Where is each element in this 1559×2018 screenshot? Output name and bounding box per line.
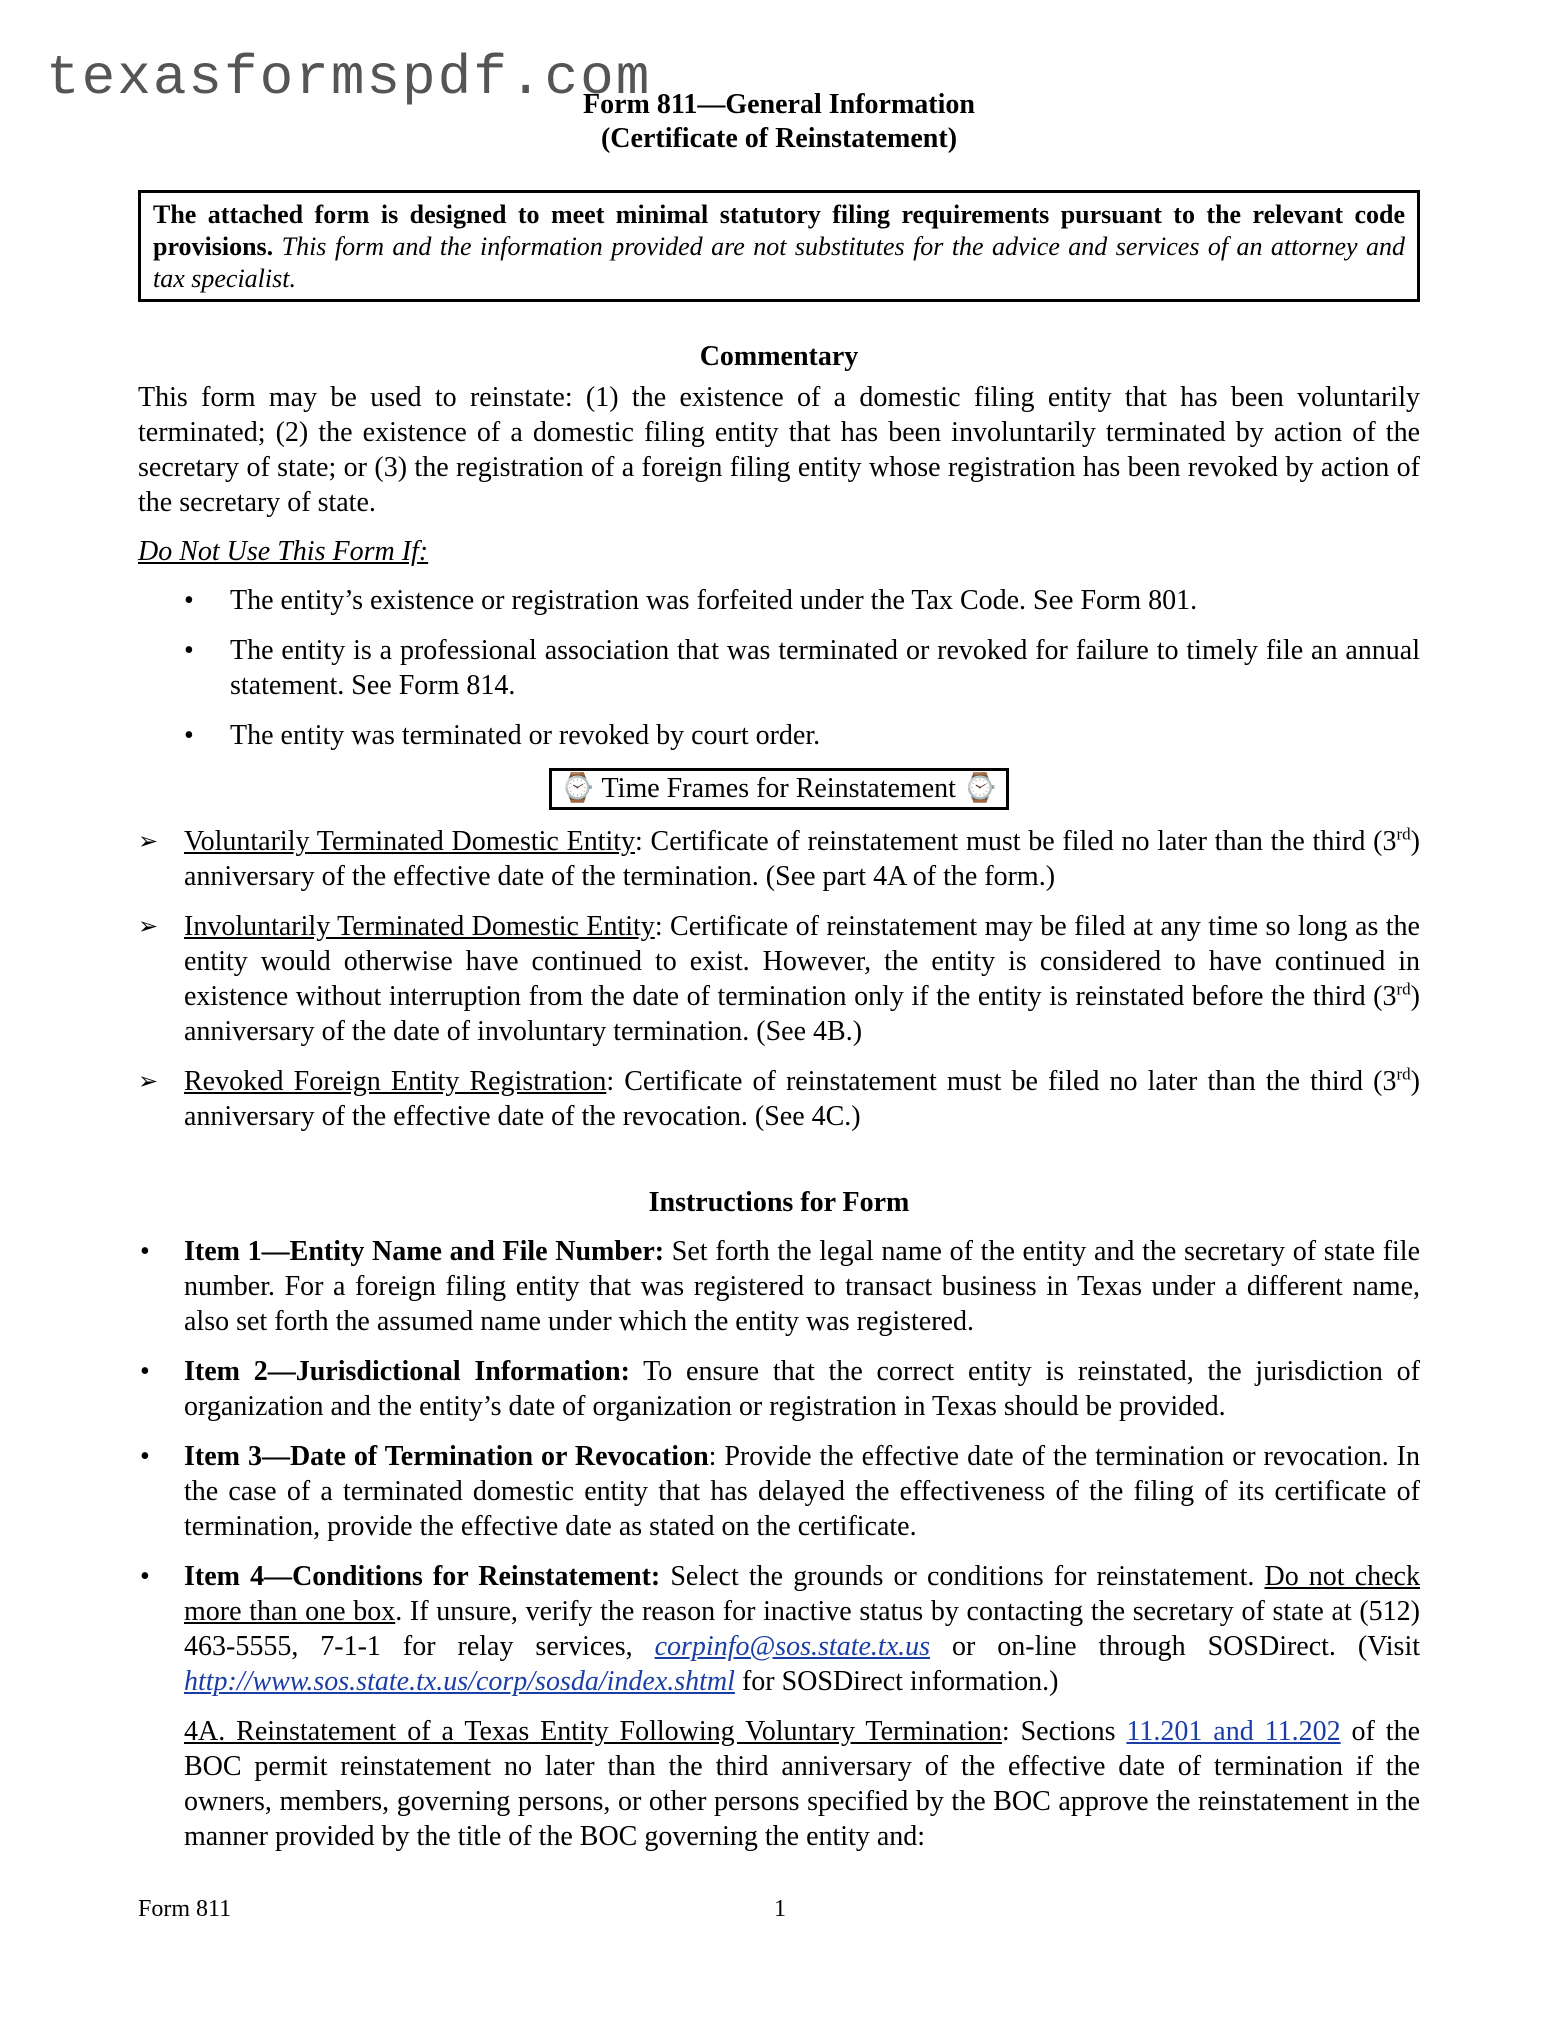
- ordinal-sup: rd: [1396, 1064, 1411, 1084]
- list-item: [138, 824, 1420, 894]
- section-4a-title: 4A. Reinstatement of a Texas Entity Following Voluntary Termination: [184, 1716, 1002, 1747]
- commentary-heading: Commentary: [699, 341, 859, 372]
- disclaimer-bold: The attached form is designed to meet minimal statutory filing requirements pursuant to the relevant code provisions.: [153, 200, 1405, 261]
- time-frame-label: Revoked Foreign Entity Registration: [184, 1066, 607, 1097]
- item-text: To ensure that the correct entity is reinstated, the jurisdiction of organization and the entity’s date of organization or registration in Texas should be provided.: [184, 1356, 1420, 1422]
- commentary-intro: This form may be used to reinstate: (1) the existence of a domestic filing entity that has been voluntarily terminated; (2) the existence of a domestic filing entity that has been involuntarily terminated by action of the secretary of state; or (3) the registration of a foreign filing entity whose registration has been revoked by action of the secretary of state.: [138, 382, 1420, 518]
- ordinal-sup: rd: [1396, 979, 1411, 999]
- item-title: Item 4—Conditions for Reinstatement:: [184, 1561, 661, 1592]
- list-item: [138, 1439, 1420, 1544]
- item-title: Item 2—Jurisdictional Information:: [184, 1356, 630, 1387]
- page-footer: [138, 1896, 1420, 1923]
- time-frames-list: [138, 824, 1420, 1134]
- item-text: for SOSDirect information.): [734, 1666, 1059, 1697]
- do-not-check-note: Do not check more than one box: [184, 1561, 1420, 1627]
- time-frame-text: ) anniversary of the date of involuntary termination. (See 4B.): [184, 981, 1420, 1047]
- do-not-use-list: [138, 583, 1420, 753]
- disclaimer-box: [138, 190, 1420, 302]
- item-title: Item 1—Entity Name and File Number:: [184, 1236, 665, 1267]
- item-text: or on-line through SOSDirect. (Visit: [930, 1631, 1420, 1662]
- time-frames-wrap: [138, 768, 1420, 810]
- time-frame-label: Voluntarily Terminated Domestic Entity: [184, 826, 636, 857]
- sosdirect-link[interactable]: http://www.sos.state.tx.us/corp/sosda/index.shtml: [184, 1666, 735, 1697]
- instructions-heading: Instructions for Form: [648, 1187, 910, 1218]
- disclaimer-italic: This form and the information provided are not substitutes for the advice and services of an attorney and tax specialist.: [153, 232, 1406, 293]
- time-frame-label: Involuntarily Terminated Domestic Entity: [184, 911, 655, 942]
- time-frame-text: : Certificate of reinstatement may be filed at any time so long as the entity would otherwise have continued to exist. However, the entity is considered to have continued in existence without interruption from the date of termination only if the entity is reinstated before the third (3: [184, 911, 1420, 1012]
- time-frame-text: : Certificate of reinstatement must be filed no later than the third (3: [606, 1066, 1397, 1097]
- section-4a: [138, 1714, 1420, 1854]
- document-page: [138, 88, 1420, 1854]
- list-item: • The entity was terminated or revoked by court order.: [138, 718, 1420, 753]
- ordinal-sup: rd: [1396, 824, 1411, 844]
- item-text: Select the grounds or conditions for reinstatement.: [660, 1561, 1265, 1592]
- time-frame-text: ) anniversary of the effective date of the revocation. (See 4C.): [184, 1066, 1420, 1132]
- watermark: texasformspdf.com: [46, 46, 652, 110]
- section-4a-text: of the BOC permit reinstatement no later than the third anniversary of the effective date of termination if the owners, members, governing persons, or other persons specified by the BOC approve the reinstatement in the manner provided by the title of the BOC governing the entity and:: [184, 1716, 1420, 1852]
- time-frames-box: ⌚ Time Frames for Reinstatement ⌚: [549, 768, 1009, 810]
- do-not-use-heading: Do Not Use This Form If:: [138, 536, 429, 567]
- list-item: [138, 1354, 1420, 1424]
- instructions-list: [138, 1234, 1420, 1699]
- item-text: Set forth the legal name of the entity and the secretary of state file number. For a foreign filing entity that was registered to transact business in Texas under a different name, also set forth the assumed name under which the entity was registered.: [184, 1236, 1420, 1337]
- list-item: [138, 1234, 1420, 1339]
- item-title: Item 3—Date of Termination or Revocation: [184, 1441, 709, 1472]
- item-text: : Provide the effective date of the termination or revocation. In the case of a terminated domestic entity that has delayed the effectiveness of the filing of its certificate of termination, provide the effective date as stated on the certificate.: [184, 1441, 1421, 1542]
- page-number: 1: [774, 1896, 786, 1922]
- time-frame-text: : Certificate of reinstatement must be filed no later than the third (3: [635, 826, 1397, 857]
- form-title-line1: Form 811—General Information: [583, 89, 975, 120]
- list-item: • The entity is a professional association that was terminated or revoked for failure to timely file an annual statement. See Form 814.: [138, 633, 1420, 703]
- footer-form-label: Form 811: [138, 1896, 232, 1922]
- list-item: [138, 1064, 1420, 1134]
- list-item: [138, 909, 1420, 1049]
- form-title: [138, 88, 1420, 156]
- list-item: [138, 1559, 1420, 1699]
- time-frame-text: ) anniversary of the effective date of the termination. (See part 4A of the form.): [184, 826, 1420, 892]
- section-4a-text: : Sections: [1001, 1716, 1127, 1747]
- form-title-line2: (Certificate of Reinstatement): [600, 123, 958, 154]
- list-item: • The entity’s existence or registration was forfeited under the Tax Code. See Form 801.: [138, 583, 1420, 618]
- item-text: . If unsure, verify the reason for inactive status by contacting the secretary of state at (512) 463-5555, 7-1-1 for relay services,: [184, 1596, 1420, 1662]
- boc-sections-link[interactable]: 11.201 and 11.202: [1126, 1716, 1341, 1747]
- email-link[interactable]: corpinfo@sos.state.tx.us: [654, 1631, 931, 1662]
